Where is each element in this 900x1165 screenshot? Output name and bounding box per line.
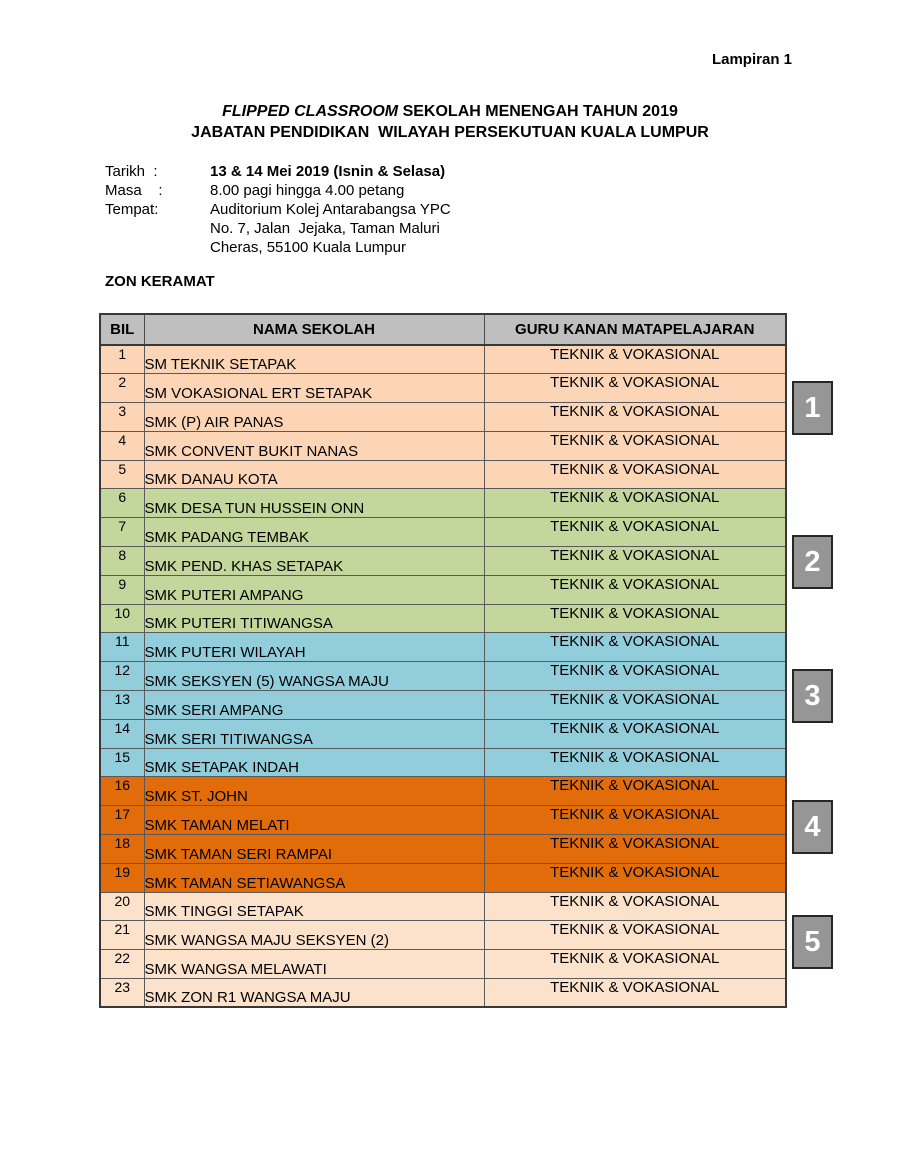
detail-value: Cheras, 55100 Kuala Lumpur bbox=[210, 239, 406, 256]
bil-cell: 13 bbox=[100, 691, 144, 720]
table-row bbox=[100, 575, 786, 604]
group-badge-5: 5 bbox=[792, 915, 833, 969]
table-row bbox=[100, 633, 786, 662]
bil-cell: 7 bbox=[100, 518, 144, 547]
school-name-cell: SMK DANAU KOTA bbox=[144, 460, 484, 489]
subject-cell: TEKNIK & VOKASIONAL bbox=[484, 575, 786, 604]
bil-cell: 6 bbox=[100, 489, 144, 518]
bil-cell: 2 bbox=[100, 374, 144, 403]
column-header-school: NAMA SEKOLAH bbox=[144, 314, 484, 345]
subject-cell: TEKNIK & VOKASIONAL bbox=[484, 719, 786, 748]
school-name-cell: SMK WANGSA MELAWATI bbox=[144, 950, 484, 979]
title-rest-part: SEKOLAH MENENGAH TAHUN 2019 bbox=[398, 103, 678, 120]
bil-cell: 18 bbox=[100, 835, 144, 864]
table-row bbox=[100, 431, 786, 460]
bil-cell: 4 bbox=[100, 431, 144, 460]
table-row bbox=[100, 979, 786, 1008]
group-badge-1: 1 bbox=[792, 381, 833, 435]
school-name-cell: SMK SERI AMPANG bbox=[144, 691, 484, 720]
bil-cell: 3 bbox=[100, 403, 144, 432]
subject-cell: TEKNIK & VOKASIONAL bbox=[484, 863, 786, 892]
bil-cell: 11 bbox=[100, 633, 144, 662]
table-row bbox=[100, 892, 786, 921]
table-row bbox=[100, 374, 786, 403]
table-row bbox=[100, 691, 786, 720]
subject-cell: TEKNIK & VOKASIONAL bbox=[484, 662, 786, 691]
detail-label: Tarikh : bbox=[105, 163, 158, 180]
subject-cell: TEKNIK & VOKASIONAL bbox=[484, 748, 786, 777]
table-row bbox=[100, 345, 786, 374]
column-header-bil: BIL bbox=[100, 314, 144, 345]
school-name-cell: SMK TAMAN MELATI bbox=[144, 806, 484, 835]
subject-cell: TEKNIK & VOKASIONAL bbox=[484, 518, 786, 547]
detail-row-address-2 bbox=[105, 219, 451, 238]
detail-label: Masa : bbox=[105, 182, 163, 199]
document-title bbox=[0, 101, 900, 143]
table-row bbox=[100, 518, 786, 547]
bil-cell: 8 bbox=[100, 547, 144, 576]
bil-cell: 22 bbox=[100, 950, 144, 979]
subject-cell: TEKNIK & VOKASIONAL bbox=[484, 806, 786, 835]
table-row bbox=[100, 806, 786, 835]
table-row bbox=[100, 719, 786, 748]
school-name-cell: SMK TINGGI SETAPAK bbox=[144, 892, 484, 921]
subject-cell: TEKNIK & VOKASIONAL bbox=[484, 431, 786, 460]
title-line-1 bbox=[0, 101, 900, 122]
table-row bbox=[100, 777, 786, 806]
detail-row-tarikh bbox=[105, 162, 451, 181]
subject-cell: TEKNIK & VOKASIONAL bbox=[484, 835, 786, 864]
subject-cell: TEKNIK & VOKASIONAL bbox=[484, 979, 786, 1008]
bil-cell: 20 bbox=[100, 892, 144, 921]
table-row bbox=[100, 460, 786, 489]
school-name-cell: SMK ST. JOHN bbox=[144, 777, 484, 806]
subject-cell: TEKNIK & VOKASIONAL bbox=[484, 921, 786, 950]
school-name-cell: SMK CONVENT BUKIT NANAS bbox=[144, 431, 484, 460]
table-row bbox=[100, 835, 786, 864]
school-name-cell: SMK PUTERI AMPANG bbox=[144, 575, 484, 604]
table-row bbox=[100, 547, 786, 576]
subject-cell: TEKNIK & VOKASIONAL bbox=[484, 604, 786, 633]
school-name-cell: SMK WANGSA MAJU SEKSYEN (2) bbox=[144, 921, 484, 950]
title-italic-part: FLIPPED CLASSROOM bbox=[222, 103, 399, 120]
subject-cell: TEKNIK & VOKASIONAL bbox=[484, 950, 786, 979]
bil-cell: 10 bbox=[100, 604, 144, 633]
table-header bbox=[100, 314, 786, 345]
bil-cell: 9 bbox=[100, 575, 144, 604]
group-badge-3: 3 bbox=[792, 669, 833, 723]
school-name-cell: SMK PEND. KHAS SETAPAK bbox=[144, 547, 484, 576]
detail-value: 8.00 pagi hingga 4.00 petang bbox=[210, 182, 405, 199]
school-name-cell: SM TEKNIK SETAPAK bbox=[144, 345, 484, 374]
zone-heading: ZON KERAMAT bbox=[105, 273, 215, 290]
subject-cell: TEKNIK & VOKASIONAL bbox=[484, 489, 786, 518]
table-row bbox=[100, 863, 786, 892]
table-row bbox=[100, 921, 786, 950]
detail-row-masa bbox=[105, 181, 451, 200]
lampiran-note: Lampiran 1 bbox=[711, 51, 792, 68]
school-name-cell: SMK SERI TITIWANGSA bbox=[144, 719, 484, 748]
school-name-cell: SMK SEKSYEN (5) WANGSA MAJU bbox=[144, 662, 484, 691]
event-details bbox=[105, 162, 451, 257]
bil-cell: 14 bbox=[100, 719, 144, 748]
detail-value: No. 7, Jalan Jejaka, Taman Maluri bbox=[210, 220, 440, 237]
bil-cell: 16 bbox=[100, 777, 144, 806]
school-name-cell: SMK TAMAN SETIAWANGSA bbox=[144, 863, 484, 892]
table-row bbox=[100, 604, 786, 633]
detail-label: Tempat: bbox=[105, 201, 159, 218]
subject-cell: TEKNIK & VOKASIONAL bbox=[484, 777, 786, 806]
bil-cell: 1 bbox=[100, 345, 144, 374]
school-name-cell: SMK SETAPAK INDAH bbox=[144, 748, 484, 777]
detail-value: 13 & 14 Mei 2019 (Isnin & Selasa) bbox=[210, 163, 446, 180]
group-badge-2: 2 bbox=[792, 535, 833, 589]
school-name-cell: SMK PADANG TEMBAK bbox=[144, 518, 484, 547]
detail-row-tempat bbox=[105, 200, 451, 219]
detail-value: Auditorium Kolej Antarabangsa YPC bbox=[210, 201, 451, 218]
subject-cell: TEKNIK & VOKASIONAL bbox=[484, 633, 786, 662]
table-row bbox=[100, 950, 786, 979]
bil-cell: 5 bbox=[100, 460, 144, 489]
school-name-cell: SMK ZON R1 WANGSA MAJU bbox=[144, 979, 484, 1008]
bil-cell: 19 bbox=[100, 863, 144, 892]
table-row bbox=[100, 403, 786, 432]
school-name-cell: SMK PUTERI TITIWANGSA bbox=[144, 604, 484, 633]
title-line-2: JABATAN PENDIDIKAN WILAYAH PERSEKUTUAN KUALA LUMPUR bbox=[191, 124, 709, 141]
table-row bbox=[100, 662, 786, 691]
schools-table bbox=[99, 313, 787, 1008]
subject-cell: TEKNIK & VOKASIONAL bbox=[484, 691, 786, 720]
subject-cell: TEKNIK & VOKASIONAL bbox=[484, 403, 786, 432]
school-name-cell: SMK (P) AIR PANAS bbox=[144, 403, 484, 432]
subject-cell: TEKNIK & VOKASIONAL bbox=[484, 374, 786, 403]
column-header-subject: GURU KANAN MATAPELAJARAN bbox=[484, 314, 786, 345]
school-name-cell: SMK DESA TUN HUSSEIN ONN bbox=[144, 489, 484, 518]
subject-cell: TEKNIK & VOKASIONAL bbox=[484, 345, 786, 374]
subject-cell: TEKNIK & VOKASIONAL bbox=[484, 547, 786, 576]
subject-cell: TEKNIK & VOKASIONAL bbox=[484, 460, 786, 489]
school-name-cell: SMK TAMAN SERI RAMPAI bbox=[144, 835, 484, 864]
bil-cell: 21 bbox=[100, 921, 144, 950]
group-badge-4: 4 bbox=[792, 800, 833, 854]
school-name-cell: SMK PUTERI WILAYAH bbox=[144, 633, 484, 662]
bil-cell: 23 bbox=[100, 979, 144, 1008]
schools-table-body bbox=[100, 345, 786, 1007]
bil-cell: 12 bbox=[100, 662, 144, 691]
bil-cell: 15 bbox=[100, 748, 144, 777]
bil-cell: 17 bbox=[100, 806, 144, 835]
table-row bbox=[100, 748, 786, 777]
detail-row-address-3 bbox=[105, 238, 451, 257]
subject-cell: TEKNIK & VOKASIONAL bbox=[484, 892, 786, 921]
table-header-row bbox=[100, 314, 786, 345]
school-name-cell: SM VOKASIONAL ERT SETAPAK bbox=[144, 374, 484, 403]
table-row bbox=[100, 489, 786, 518]
detail-label bbox=[105, 238, 210, 257]
detail-label bbox=[105, 219, 210, 238]
